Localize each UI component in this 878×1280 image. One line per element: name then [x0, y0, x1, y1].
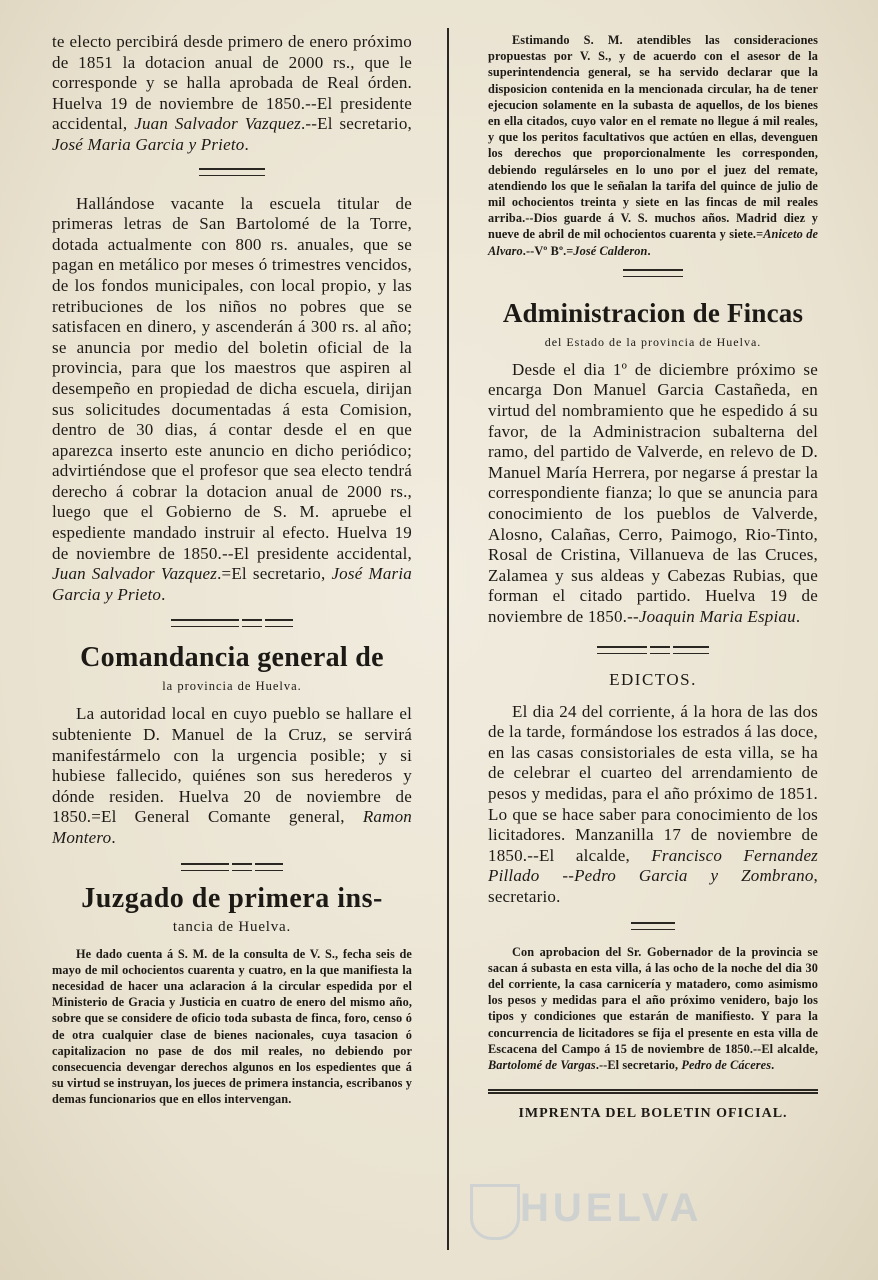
- left-paragraph-2: Hallándose vacante la escuela titular de primeras letras de San Bartolomé de la Torre, dotada actualmente con 800 rs. anuales, que se pagan en metálico por meses ó trimestres vencidos, de los fondos municipales, con local propio, y las retribuciones de los niños no pobres que se satisfacen en dinero, y ascenderán á 300 rs. al año; se anuncia por medio del boletin oficial de la provincia, para que los maestros que aspiren al desempeño en propiedad de dicha escuela, dirijan sus solicitudes documentadas á esta Comision, dentro de 30 dias, á contar desde el en que aparezca inserto este anuncio en dicho periódico; advirtiéndose que el profesor que sea electo tendrá derecho á cobrar la dotacion anual de 2000 rs., luego que el Gobierno de S. M. apruebe el espediente mandado instruir al efecto. Huelva 19 de noviembre de 1850.--El presidente accidental, Juan Salvador Vazquez.=El secretario, José Maria Garcia y Prieto.: [52, 193, 412, 604]
- right-paragraph-1: Estimando S. M. atendibles las consideraciones propuestas por V. S., y de acuerdo con el asesor de la superintendencia general, se ha servido declarar que la disposicion contenida en la mencionada circular, ha de tener ejecucion solamente en la subasta de aquellos, de los bienes en ella citados, cuyo valor en el remate no llegue á mil reales, y que los peritos facultativos que actúen en ellas, devenguen los derechos que proporcionalmente les corresponden, debiendo regulárseles en lo uno por el juez del remate, atendiendo los que le señalan la tarifa del quince de julio de mil ochocientos treinta y siete en las fincas de mil reales arriba.--Dios guarde á V. S. muchos años. Madrid diez y nueve de abril de mil ochocientos cuarenta y siete.=Aniceto de Alvaro.--Vº Bº.=José Calderon.: [488, 33, 818, 258]
- subheading-juzgado: tancia de Huelva.: [172, 918, 292, 935]
- subheading-administracion: del Estado de la provincia de Huelva.: [544, 334, 762, 349]
- heading-juzgado: Juzgado de primera ins-: [81, 882, 383, 914]
- heading-edictos: EDICTOS.: [609, 669, 697, 689]
- subheading-comandancia: la provincia de Huelva.: [162, 679, 302, 694]
- ornament-rule: [52, 619, 412, 627]
- right-paragraph-4: Con aprobacion del Sr. Gobernador de la provincia se sacan á subasta en esta villa, á las ocho de la noche del dia 30 del corriente, la casa carnicería y matadero, como asimismo los pesos y medidas para el año próximo venidero, bajo los tipos y condiciones que estarán de manifiesto. Y para la concurrencia de licitadores se fija el presente en esta villa de Escacena del Campo á 15 de noviembre de 1850.--El alcalde, Bartolomé de Vargas.--El secretario, Pedro de Cáceres.: [488, 944, 818, 1072]
- left-column: [52, 32, 412, 1108]
- left-paragraph-3: La autoridad local en cuyo pueblo se hallare el subteniente D. Manuel de la Cruz, se servirá manifestármelo con la urgencia posible; y si hubiese fallecido, quiénes son sus herederos y dónde residen. Huelva 20 de noviembre de 1850.=El General Comante general, Ramon Montero.: [52, 704, 412, 847]
- left-paragraph-1: te electo percibirá desde primero de enero próximo de 1851 la dotacion anual de 2000 rs., que le corresponde y se halla aprobada de Real órden. Huelva 19 de noviembre de 1850.--El presidente accidental, Juan Salvador Vazquez.--El secretario, José Maria Garcia y Prieto.: [52, 32, 412, 154]
- heading-comandancia: Comandancia general de: [80, 642, 384, 674]
- ornament-rule: [488, 922, 818, 930]
- library-watermark: HUELVA: [520, 1186, 703, 1230]
- ornament-rule: [488, 646, 818, 654]
- ornament-rule: [488, 269, 818, 277]
- right-paragraph-3: El dia 24 del corriente, á la hora de las dos de la tarde, formándose los estrados á las doce, en las casas consistoriales de esta villa, se ha de celebrar el cuarteo del arrendamiento de pesos y medidas, para el año próximo de 1851. Lo que se hace saber para conocimiento de los licitadores. Manzanilla 17 de noviembre de 1850.--El alcalde, Francisco Fernandez Pillado --Pedro Garcia y Zombrano, secretario.: [488, 701, 818, 906]
- column-divider: [447, 28, 449, 1250]
- ornament-rule: [52, 168, 412, 176]
- right-column: [488, 32, 818, 1122]
- left-paragraph-4: He dado cuenta á S. M. de la consulta de V. S., fecha seis de mayo de mil ochocientos cuarenta y cuatro, en la que manifiesta la necesidad de hacer una aclaracion á la circular espedida por el Ministerio de Gracia y Justicia en cuatro de enero del mismo año, sobre que se considere de oficio toda subasta de finca, foro, censo ó de otra cualquier clase de bienes nacionales, cuya tasacion ó capitalizacion no pase de dos mil reales, no debiendo por consecuencia devengar derechos algunos en los espedientes que á su virtud se instruyan, los jueces de primera instancia, escribanos y demas funcionarios que en ellos intervengan.: [52, 946, 412, 1107]
- ornament-rule: [52, 863, 412, 871]
- right-paragraph-2: Desde el dia 1º de diciembre próximo se encarga Don Manuel Garcia Castañeda, en virtud del nombramiento que he espedido á su favor, de la Administracion subalterna del ramo, del partido de Valverde, en relevo de D. Manuel María Herrera, por negarse á prestar la correspondiente fianza; lo que se anuncia para conocimiento de los pueblos de Valverde, Alosno, Calañas, Cerro, Paimogo, Rio-Tinto, Rosal de Cristina, Villanueva de las Cruces, Zalamea y sus aldeas y Cabezas Rubias, que forman el citado partido. Huelva 19 de noviembre de 1850.--Joaquin Maria Espiau.: [488, 359, 818, 626]
- imprenta-footer: IMPRENTA DEL BOLETIN OFICIAL.: [488, 1089, 818, 1122]
- library-shield-icon: [470, 1184, 520, 1240]
- heading-administracion: Administracion de Fincas: [502, 297, 804, 328]
